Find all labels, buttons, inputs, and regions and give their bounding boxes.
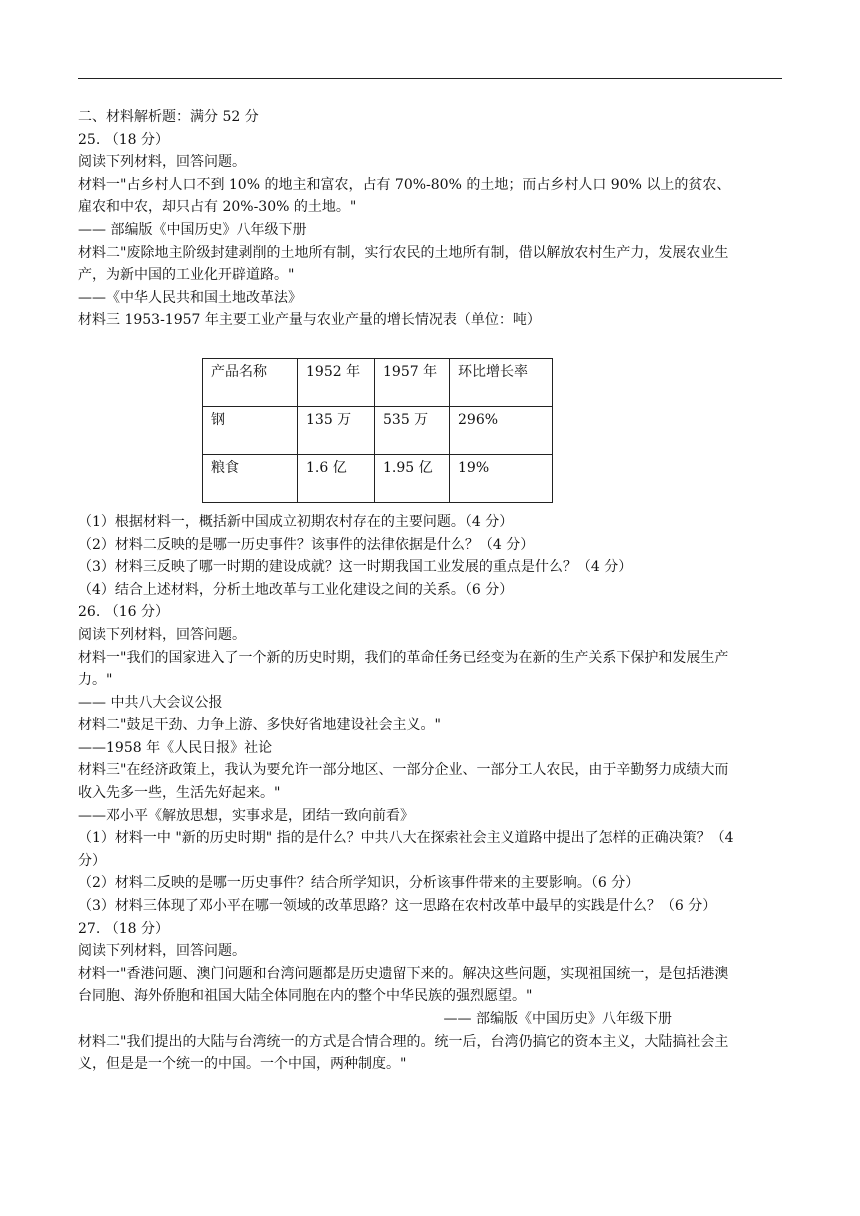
q25-material-2-line-1: 材料二"废除地主阶级封建剥削的土地所有制，实行农民的土地所有制，借以解放农村生产力，发展农业生 [78,244,729,261]
table-header-row [203,358,553,406]
q27-material-2-line-2: 义，但是是一个统一的中国。一个中国，两种制度。" [78,1056,407,1073]
table-row [203,406,553,454]
q26-sub-question-2: （2）材料二反映的是哪一历史事件？结合所学知识，分析该事件带来的主要影响。（6 分） [78,875,640,892]
q26-material-1-line-2: 力。" [78,672,113,689]
table-header-cell: 环比增长率 [450,358,553,406]
question-25-number: 25. （18 分） [78,131,169,148]
table-cell: 粮食 [203,454,298,502]
q25-material-3-title: 材料三 1953-1957 年主要工业产量与农业产量的增长情况表（单位：吨） [78,312,541,329]
q25-material-1-line-2: 雇农和中农，却只占有 20%-30% 的土地。" [78,199,357,216]
question-27-instruction: 阅读下列材料，回答问题。 [78,943,246,960]
question-26-instruction: 阅读下列材料，回答问题。 [78,626,246,643]
table-spacer [78,332,784,358]
header-rule [78,78,782,79]
table-cell: 1.95 亿 [375,454,450,502]
q25-material-1-source: —— 部编版《中国历史》八年级下册 [78,221,307,238]
q26-material-1-line-1: 材料一"我们的国家进入了一个新的历史时期，我们的革命任务已经变为在新的生产关系下保护和发展生产 [78,649,729,666]
table-header-cell: 1957 年 [375,358,450,406]
q25-material-1-line-1: 材料一"占乡村人口不到 10% 的地主和富农，占有 70%-80% 的土地；而占乡村人口 90% 以上的贫农、 [78,176,731,193]
q27-material-1-line-1: 材料一"香港问题、澳门问题和台湾问题都是历史遗留下来的。解决这些问题，实现祖国统一，是包括港澳 [78,965,729,982]
table-row [203,454,553,502]
q26-material-3-line-2: 收入先多一些，生活先好起来。" [78,785,281,802]
q27-material-1-line-2: 台同胞、海外侨胞和祖国大陆全体同胞在内的整个中华民族的强烈愿望。" [78,988,533,1005]
production-table [202,358,553,503]
exam-page-content [78,106,784,1076]
table-cell: 135 万 [298,406,375,454]
q27-material-2-line-1: 材料二"我们提出的大陆与台湾统一的方式是合情合理的。统一后，台湾仍搞它的资本主义，大陆搞社会主 [78,1033,729,1050]
question-27-number: 27. （18 分） [78,920,169,937]
q27-material-1-source: —— 部编版《中国历史》八年级下册 [443,1011,672,1027]
question-25-instruction: 阅读下列材料，回答问题。 [78,154,246,171]
table-cell: 1.6 亿 [298,454,375,502]
q26-material-2-line-1: 材料二"鼓足干劲、力争上游、多快好省地建设社会主义。" [78,717,441,734]
table-cell: 19% [450,454,553,502]
q26-material-2-source: ——1958 年《人民日报》社论 [78,739,273,756]
q26-sub-question-1-line-1: （1）材料一中 "新的历史时期" 指的是什么？中共八大在探索社会主义道路中提出了怎样的正确决策？（4 [78,830,734,847]
q25-sub-question-1: （1）根据材料一，概括新中国成立初期农村存在的主要问题。（4 分） [78,513,514,530]
section-title: 二、材料解析题：满分 52 分 [78,109,259,125]
q26-material-3-line-1: 材料三"在经济政策上，我认为要允许一部分地区、一部分企业、一部分工人农民，由于辛勤努力成绩大而 [78,762,729,779]
q25-material-2-source: ——《中华人民共和国土地改革法》 [78,289,302,306]
q25-material-2-line-2: 产，为新中国的工业化开辟道路。" [78,267,295,284]
q26-sub-question-1-line-2: 分） [78,852,106,869]
table-cell: 535 万 [375,406,450,454]
table-cell: 296% [450,406,553,454]
q26-material-3-source: ——邓小平《解放思想，实事求是，团结一致向前看》 [78,807,414,824]
q25-sub-question-2: （2）材料二反映的是哪一历史事件？该事件的法律依据是什么？（4 分） [78,536,535,553]
question-26-number: 26. （16 分） [78,604,169,621]
q26-material-1-source: —— 中共八大会议公报 [78,694,223,711]
table-cell: 钢 [203,406,298,454]
q26-sub-question-3: （3）材料三体现了邓小平在哪一领域的改革思路？这一思路在农村改革中最早的实践是什么？（6 分） [78,898,717,915]
table-header-cell: 产品名称 [203,358,298,406]
q25-sub-question-3: （3）材料三反映了哪一时期的建设成就？这一时期我国工业发展的重点是什么？（4 分） [78,559,633,576]
q25-sub-question-4: （4）结合上述材料，分析土地改革与工业化建设之间的关系。（6 分） [78,581,514,598]
table-header-cell: 1952 年 [298,358,375,406]
